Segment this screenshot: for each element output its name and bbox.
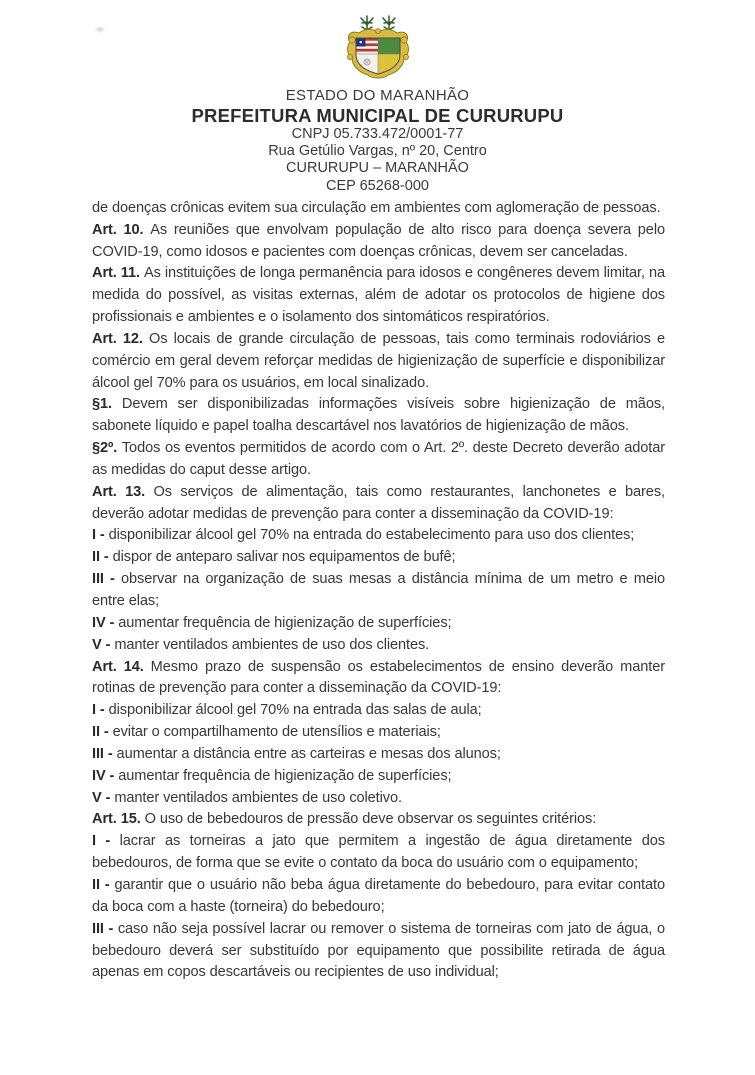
paragraph-text: observar na organização de suas mesas a distância mínima de um metro e meio entre elas;	[92, 571, 665, 609]
paragraph	[92, 220, 665, 264]
paragraph	[92, 263, 665, 329]
paragraph-text: de doenças crônicas evitem sua circulação em ambientes com aglomeração de pessoas.	[92, 199, 661, 216]
paragraph	[92, 525, 665, 547]
paragraph	[92, 875, 665, 919]
paragraph-text: O uso de bebedouros de pressão deve observar os seguintes critérios:	[144, 811, 597, 828]
paragraph	[92, 635, 665, 657]
paragraph-lead: Art. 14.	[92, 658, 151, 675]
paragraph-text: disponibilizar álcool gel 70% na entrada das salas de aula;	[108, 702, 482, 719]
paragraph-text: Os locais de grande circulação de pessoas, tais como terminais rodoviários e comércio em geral devem reforçar medidas de higienização de superfície e disponibilizar álcool gel 70% para os usuários, em local sinalizado.	[92, 330, 665, 391]
paragraph	[92, 329, 665, 395]
paragraph-text: aumentar a distância entre as carteiras e mesas dos alunos;	[116, 745, 501, 762]
paragraph-text: Mesmo prazo de suspensão os estabelecimentos de ensino deverão manter rotinas de prevenção para conter a disseminação da COVID-19:	[92, 658, 665, 697]
header-address-line: Rua Getúlio Vargas, nº 20, Centro	[268, 143, 487, 160]
paragraph-text: dispor de anteparo salivar nos equipamentos de bufê;	[112, 549, 456, 566]
paragraph-lead: IV -	[92, 614, 119, 631]
paragraph	[92, 809, 665, 831]
scan-smudge-artifact	[94, 26, 106, 33]
header-city-line: CURURUPU – MARANHÃO	[286, 160, 469, 177]
paragraph	[92, 613, 665, 635]
paragraph-lead: III -	[92, 571, 122, 588]
paragraph	[92, 831, 665, 875]
paragraph	[92, 766, 665, 788]
paragraph	[92, 394, 665, 438]
paragraph-text: manter ventilados ambientes de uso dos clientes.	[114, 636, 430, 653]
paragraph-lead: II -	[92, 549, 113, 566]
paragraph-text: Todos os eventos permitidos de acordo com o Art. 2º. deste Decreto deverão adotar as medidas do caput desse artigo.	[92, 440, 665, 478]
paragraph-lead: §1.	[92, 396, 122, 413]
paragraph-text: Os serviços de alimentação, tais como restaurantes, lanchonetes e bares, deverão adotar medidas de prevenção para conter a disseminação da COVID-19:	[92, 483, 665, 522]
document-body	[92, 198, 665, 984]
paragraph-text: manter ventilados ambientes de uso coletivo.	[114, 789, 402, 806]
paragraph-lead: II -	[92, 724, 113, 741]
paragraph-text: caso não seja possível lacrar ou remover o sistema de torneiras com jato de água, o bebedouro deverá ser substituído por equipamento que possibilite retirada de água apenas em copos descartáveis ou recipientes de uso individual;	[92, 920, 665, 981]
paragraph-lead: Art. 15.	[92, 811, 145, 828]
paragraph	[92, 657, 665, 701]
paragraph-lead: III -	[92, 920, 118, 937]
paragraph-lead: I -	[92, 527, 109, 544]
coat-of-arms-icon	[338, 13, 418, 85]
paragraph	[92, 569, 665, 613]
paragraph-lead: V -	[92, 789, 115, 806]
paragraph-text: As instituições de longa permanência para idosos e congêneres devem limitar, na medida do possível, as visitas externas, além de adotar os protocolos de higiene dos profissionais e ambientes e o isolamento dos sintomáticos respiratórios.	[92, 265, 666, 326]
paragraph	[92, 482, 665, 526]
paragraph	[92, 722, 665, 744]
paragraph-lead: Art. 11.	[92, 265, 144, 282]
paragraph	[92, 198, 665, 220]
paragraph-text: evitar o compartilhamento de utensílios e materiais;	[112, 724, 441, 741]
paragraph-text: As reuniões que envolvam população de alto risco para doença severa pelo COVID-19, como idosos e pacientes com doenças crônicas, devem ser canceladas.	[92, 221, 665, 260]
paragraph-text: lacrar as torneiras a jato que permitem a ingestão de água diretamente dos bebedouros, de forma que se evite o contato da boca do usuário com o equipamento;	[92, 833, 666, 872]
paragraph-text: aumentar frequência de higienização de superfícies;	[118, 614, 452, 631]
paragraph-lead: Art. 12.	[92, 330, 149, 347]
header-state-line: ESTADO DO MARANHÃO	[285, 87, 470, 104]
header-cep-line: CEP 65268-000	[326, 177, 429, 194]
paragraph-lead: I -	[92, 833, 120, 850]
paragraph-lead: I -	[92, 702, 109, 719]
paragraph	[92, 788, 665, 810]
header-cnpj-line: CNPJ 05.733.472/0001-77	[291, 126, 464, 142]
paragraph-lead: Art. 13.	[92, 483, 154, 500]
paragraph	[92, 438, 665, 482]
paragraph	[92, 744, 665, 766]
paragraph-text: disponibilizar álcool gel 70% na entrada do estabelecimento para uso dos clientes;	[108, 527, 635, 544]
paragraph-lead: II -	[92, 876, 115, 893]
header-entity-title: PREFEITURA MUNICIPAL DE CURURUPU	[191, 105, 564, 126]
letterhead	[0, 13, 755, 195]
paragraph-text: Devem ser disponibilizadas informações visíveis sobre higienização de mãos, sabonete líquido e papel toalha descartável nos lavatórios de higienização de mãos.	[92, 396, 665, 435]
paragraph	[92, 919, 665, 985]
paragraph-lead: V -	[92, 636, 115, 653]
paragraph-lead: Art. 10.	[92, 221, 151, 238]
paragraph-text: garantir que o usuário não beba água diretamente do bebedouro, para evitar contato da boca com a haste (torneira) do bebedouro;	[92, 876, 665, 915]
paragraph	[92, 700, 665, 722]
paragraph-lead: III -	[92, 745, 117, 762]
paragraph-lead: IV -	[92, 767, 119, 784]
paragraph-text: aumentar frequência de higienização de superfícies;	[118, 767, 452, 784]
paragraph-lead: §2º.	[92, 440, 122, 457]
paragraph	[92, 547, 665, 569]
